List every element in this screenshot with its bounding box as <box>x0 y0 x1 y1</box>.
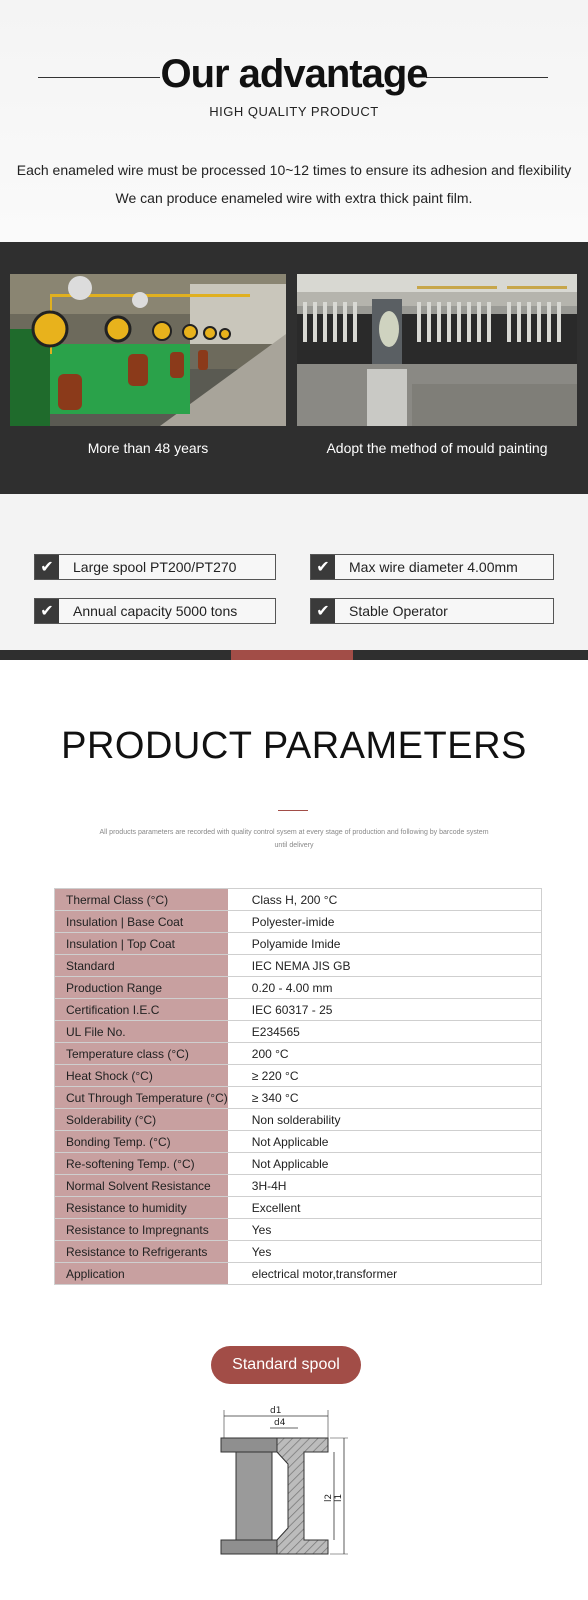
parameter-value: IEC NEMA JIS GB <box>228 955 542 977</box>
parameter-key: Production Range <box>55 977 228 999</box>
feature-label: Large spool PT200/PT270 <box>73 559 237 575</box>
checkmark-icon: ✔ <box>35 555 59 579</box>
dim-d1-label: d1 <box>270 1406 282 1416</box>
feature-stable-operator <box>310 598 554 624</box>
parameter-key: Insulation | Base Coat <box>55 911 228 933</box>
parameter-key: Resistance to humidity <box>55 1197 228 1219</box>
parameter-value: Polyester-imide <box>228 911 542 933</box>
parameter-row <box>55 1153 542 1175</box>
feature-label: Max wire diameter 4.00mm <box>349 559 518 575</box>
parameter-row <box>55 911 542 933</box>
parameter-value: Class H, 200 °C <box>228 889 542 911</box>
advantage-desc-2: We can produce enameled wire with extra thick paint film. <box>115 190 473 206</box>
parameter-row <box>55 1065 542 1087</box>
parameter-row <box>55 889 542 911</box>
feature-label: Stable Operator <box>349 603 448 619</box>
parameter-value: ≥ 340 °C <box>228 1087 542 1109</box>
parameter-row <box>55 1131 542 1153</box>
parameter-value: Not Applicable <box>228 1153 542 1175</box>
parameter-key: Bonding Temp. (°C) <box>55 1131 228 1153</box>
feature-annual-capacity <box>34 598 276 624</box>
parameter-key: UL File No. <box>55 1021 228 1043</box>
advantage-title: Our advantage <box>160 52 428 96</box>
parameters-table <box>54 888 542 1285</box>
parameter-value: E234565 <box>228 1021 542 1043</box>
parameters-note: All products parameters are recorded with quality control sysem at every stage of production and following by barcode system until delivery <box>99 829 489 849</box>
parameter-value: 200 °C <box>228 1043 542 1065</box>
checkmark-icon: ✔ <box>311 599 335 623</box>
advantage-desc-1: Each enameled wire must be processed 10~12 times to ensure its adhesion and flexibility <box>16 162 572 178</box>
section-divider-accent <box>231 650 353 660</box>
parameter-value: Yes <box>228 1241 542 1263</box>
spool-diagram <box>218 1402 368 1579</box>
parameter-row <box>55 1175 542 1197</box>
parameter-value: Non solderability <box>228 1109 542 1131</box>
parameter-value: Not Applicable <box>228 1131 542 1153</box>
parameter-key: Normal Solvent Resistance <box>55 1175 228 1197</box>
factory-photo <box>10 274 286 426</box>
parameter-row <box>55 933 542 955</box>
parameter-value: ≥ 220 °C <box>228 1065 542 1087</box>
parameter-key: Standard <box>55 955 228 977</box>
feature-max-diameter <box>310 554 554 580</box>
checkmark-icon: ✔ <box>35 599 59 623</box>
parameter-value: Yes <box>228 1219 542 1241</box>
parameter-key: Heat Shock (°C) <box>55 1065 228 1087</box>
parameter-key: Temperature class (°C) <box>55 1043 228 1065</box>
parameter-key: Application <box>55 1263 228 1285</box>
parameter-key: Certification I.E.C <box>55 999 228 1021</box>
parameter-row <box>55 1109 542 1131</box>
parameter-row <box>55 999 542 1021</box>
checkmark-icon: ✔ <box>311 555 335 579</box>
parameter-row <box>55 1043 542 1065</box>
parameter-row <box>55 1087 542 1109</box>
parameter-value: electrical motor,transformer <box>228 1263 542 1285</box>
parameter-row <box>55 977 542 999</box>
painting-machine-photo <box>297 274 577 426</box>
photo-caption-years: More than 48 years <box>87 440 209 456</box>
standard-spool-button[interactable]: Standard spool <box>211 1346 361 1384</box>
parameter-value: Excellent <box>228 1197 542 1219</box>
parameter-row <box>55 1021 542 1043</box>
parameter-row <box>55 1263 542 1285</box>
dim-d4-label: d4 <box>274 1418 286 1428</box>
parameters-title: PRODUCT PARAMETERS <box>61 725 527 767</box>
parameter-key: Resistance to Impregnants <box>55 1219 228 1241</box>
parameter-row <box>55 955 542 977</box>
parameter-value: 0.20 - 4.00 mm <box>228 977 542 999</box>
parameter-key: Resistance to Refrigerants <box>55 1241 228 1263</box>
parameter-row <box>55 1219 542 1241</box>
parameter-key: Cut Through Temperature (°C) <box>55 1087 228 1109</box>
parameter-value: 3H-4H <box>228 1175 542 1197</box>
advantage-subtitle: HIGH QUALITY PRODUCT <box>209 104 379 119</box>
parameter-row <box>55 1197 542 1219</box>
parameter-key: Solderability (°C) <box>55 1109 228 1131</box>
parameter-key: Insulation | Top Coat <box>55 933 228 955</box>
feature-large-spool <box>34 554 276 580</box>
dim-l1-label: l1 <box>334 1493 344 1502</box>
parameter-key: Re-softening Temp. (°C) <box>55 1153 228 1175</box>
dim-l2-label: l2 <box>324 1493 334 1502</box>
parameter-value: Polyamide Imide <box>228 933 542 955</box>
feature-label: Annual capacity 5000 tons <box>73 603 238 619</box>
parameter-row <box>55 1241 542 1263</box>
parameters-title-underline <box>278 810 308 811</box>
parameter-value: IEC 60317 - 25 <box>228 999 542 1021</box>
parameter-key: Thermal Class (°C) <box>55 889 228 911</box>
photo-caption-mould: Adopt the method of mould painting <box>326 440 548 456</box>
